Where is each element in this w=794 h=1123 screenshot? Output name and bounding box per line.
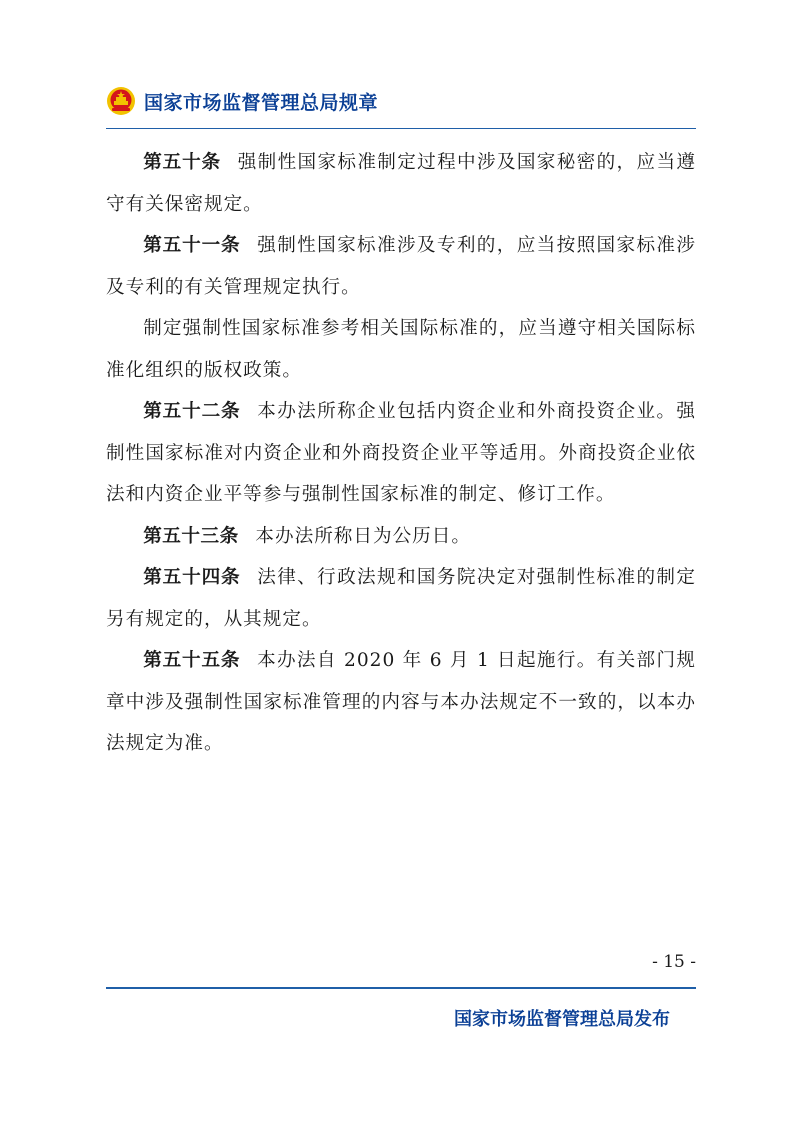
article-number: 第五十四条 [143, 567, 241, 588]
article-paragraph [106, 516, 696, 558]
article-paragraph [106, 557, 696, 640]
article-paragraph [106, 640, 696, 765]
article-text: 本办法所称日为公历日。 [255, 525, 471, 547]
article-text: 强制性国家标准涉及专利的，应当按照国家标准涉及专利的有关管理规定执行。 [106, 235, 696, 298]
article-text: 制定强制性国家标准参考相关国际标准的，应当遵守相关国际标准化组织的版权政策。 [106, 318, 696, 381]
article-paragraph [106, 308, 696, 391]
document-body [106, 142, 696, 765]
article-paragraph [106, 225, 696, 308]
national-emblem-icon [106, 86, 136, 116]
article-text: 本办法自 2020 年 6 月 1 日起施行。有关部门规章中涉及强制性国家标准管理的内容与本办法规定不一致的，以本办法规定为准。 [106, 650, 696, 754]
footer-publisher: 国家市场监督管理总局发布 [454, 1009, 670, 1030]
page-number: - 15 - [652, 952, 696, 972]
article-text: 强制性国家标准制定过程中涉及国家秘密的，应当遵守有关保密规定。 [106, 152, 696, 215]
header-divider [106, 128, 696, 129]
article-number: 第五十三条 [143, 525, 239, 547]
article-paragraph [106, 142, 696, 225]
article-number: 第五十五条 [143, 650, 241, 671]
document-header [106, 83, 696, 119]
article-number: 第五十条 [143, 152, 221, 173]
article-number: 第五十二条 [143, 401, 241, 422]
article-paragraph [106, 391, 696, 516]
article-text: 法律、行政法规和国务院决定对强制性标准的制定另有规定的，从其规定。 [106, 567, 696, 630]
footer-divider [106, 987, 696, 989]
article-text: 本办法所称企业包括内资企业和外商投资企业。强制性国家标准对内资企业和外商投资企业平等适用。外商投资企业依法和内资企业平等参与强制性国家标准的制定、修订工作。 [106, 401, 696, 505]
header-title: 国家市场监督管理总局规章 [144, 91, 379, 114]
article-number: 第五十一条 [143, 235, 241, 256]
